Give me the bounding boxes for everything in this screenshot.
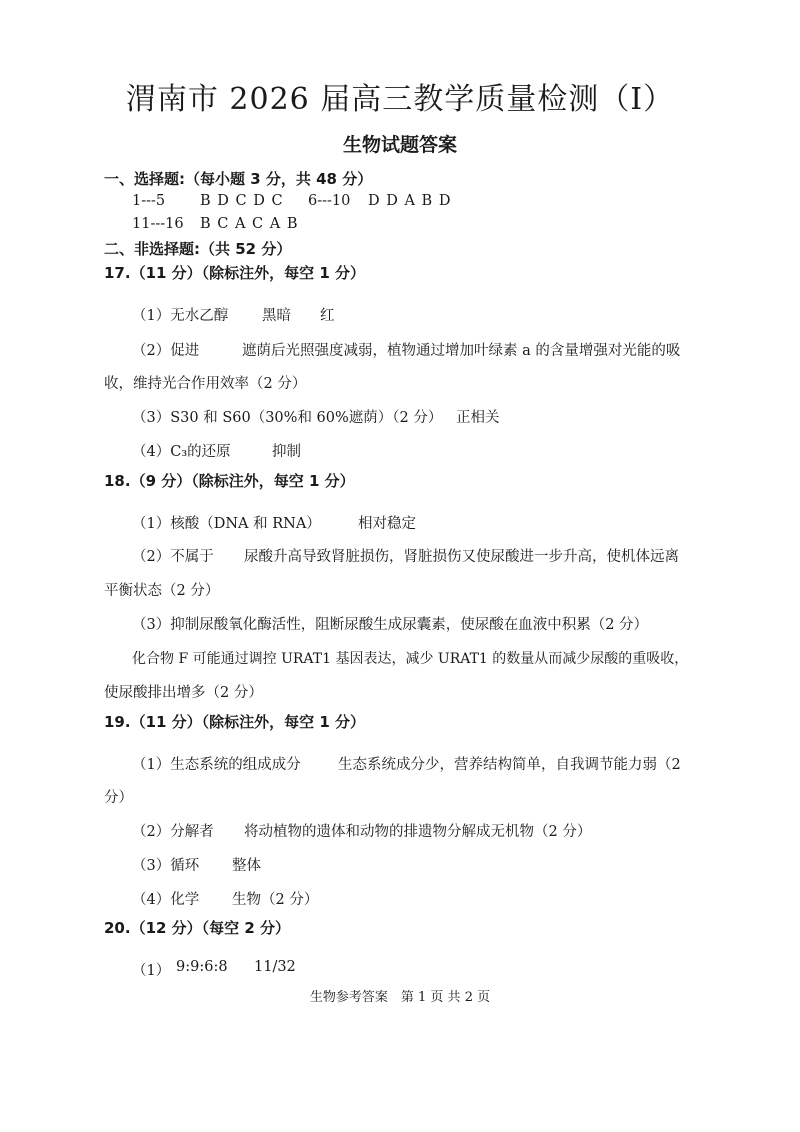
q20-answer-1c: 11/32: [254, 959, 296, 975]
mc-range-11-16: 11---16: [132, 216, 184, 232]
q17-answer-2-cont: 收，维持光合作用效率（2 分）: [104, 376, 307, 392]
q19-answer-2b: 将动植物的遗体和动物的排遗物分解成无机物（2 分）: [244, 824, 592, 840]
mc-range-1-5: 1---5: [132, 193, 166, 209]
q17-answer-1a: （1）无水乙醇: [132, 308, 229, 324]
q18-answer-4-cont: 使尿酸排出增多（2 分）: [104, 685, 263, 701]
q17-answer-2a: （2）促进: [132, 343, 200, 359]
q17-heading: 17.（11 分）（除标注外，每空 1 分）: [104, 264, 366, 282]
q17-answer-4a: （4）C₃的还原: [132, 444, 231, 460]
section2-heading: 二、非选择题:（共 52 分）: [104, 240, 292, 258]
q20-answer-1b: 9:9:6:8: [176, 959, 228, 975]
q20-heading: 20.（12 分）（每空 2 分）: [104, 919, 291, 937]
q20-answer-1a: （1）: [132, 963, 171, 979]
q18-answer-1a: （1）核酸（DNA 和 RNA）: [132, 516, 321, 532]
q19-answer-2a: （2）分解者: [132, 824, 214, 840]
q19-answer-3b: 整体: [232, 858, 261, 874]
mc-range-6-10: 6---10: [308, 193, 351, 209]
q18-answer-2a: （2）不属于: [132, 549, 214, 565]
mc-answers-1-5: B D C D C: [200, 193, 284, 209]
q17-answer-2b: 遮荫后光照强度减弱，植物通过增加叶绿素 a 的含量增强对光能的吸: [242, 343, 681, 359]
mc-answers-11-16: B C A C A B: [200, 216, 299, 232]
q18-heading: 18.（9 分）（除标注外，每空 1 分）: [104, 472, 355, 490]
q17-answer-3a: （3）S30 和 S60（30%和 60%遮荫）（2 分）: [132, 410, 443, 426]
q19-answer-4a: （4）化学: [132, 892, 200, 908]
page-footer: 生物参考答案 第 1 页 共 2 页: [309, 990, 491, 1005]
q19-answer-3a: （3）循环: [132, 858, 200, 874]
q19-answer-4b: 生物（2 分）: [232, 892, 319, 908]
q18-answer-2-cont: 平衡状态（2 分）: [104, 583, 220, 599]
q19-answer-1b: 生态系统成分少，营养结构简单，自我调节能力弱（2: [338, 757, 681, 773]
q17-answer-1b: 黑暗: [262, 308, 291, 324]
q17-answer-1c: 红: [320, 308, 335, 324]
q18-answer-4: 化合物 F 可能通过调控 URAT1 基因表达，减少 URAT1 的数量从而减少尿酸的重吸收，: [132, 651, 689, 667]
q19-answer-1-cont: 分）: [104, 790, 133, 806]
q18-answer-2b: 尿酸升高导致肾脏损伤，肾脏损伤又使尿酸进一步升高，使机体远离: [244, 549, 679, 565]
q19-heading: 19.（11 分）（除标注外，每空 1 分）: [104, 713, 366, 731]
page-subtitle: 生物试题答案: [342, 134, 457, 156]
q17-answer-4b: 抑制: [272, 444, 301, 460]
mc-answers-6-10: D D A B D: [368, 193, 452, 209]
q19-answer-1a: （1）生态系统的组成成分: [132, 757, 301, 773]
q17-answer-3b: 正相关: [456, 410, 500, 426]
q18-answer-3: （3）抑制尿酸氧化酶活性，阻断尿酸生成尿囊素，使尿酸在血液中积累（2 分）: [132, 617, 649, 633]
q18-answer-1b: 相对稳定: [358, 516, 416, 532]
section1-heading: 一、选择题:（每小题 3 分，共 48 分）: [104, 170, 373, 188]
page-title: 渭南市 2026 届高三教学质量检测（Ⅰ）: [125, 82, 675, 117]
